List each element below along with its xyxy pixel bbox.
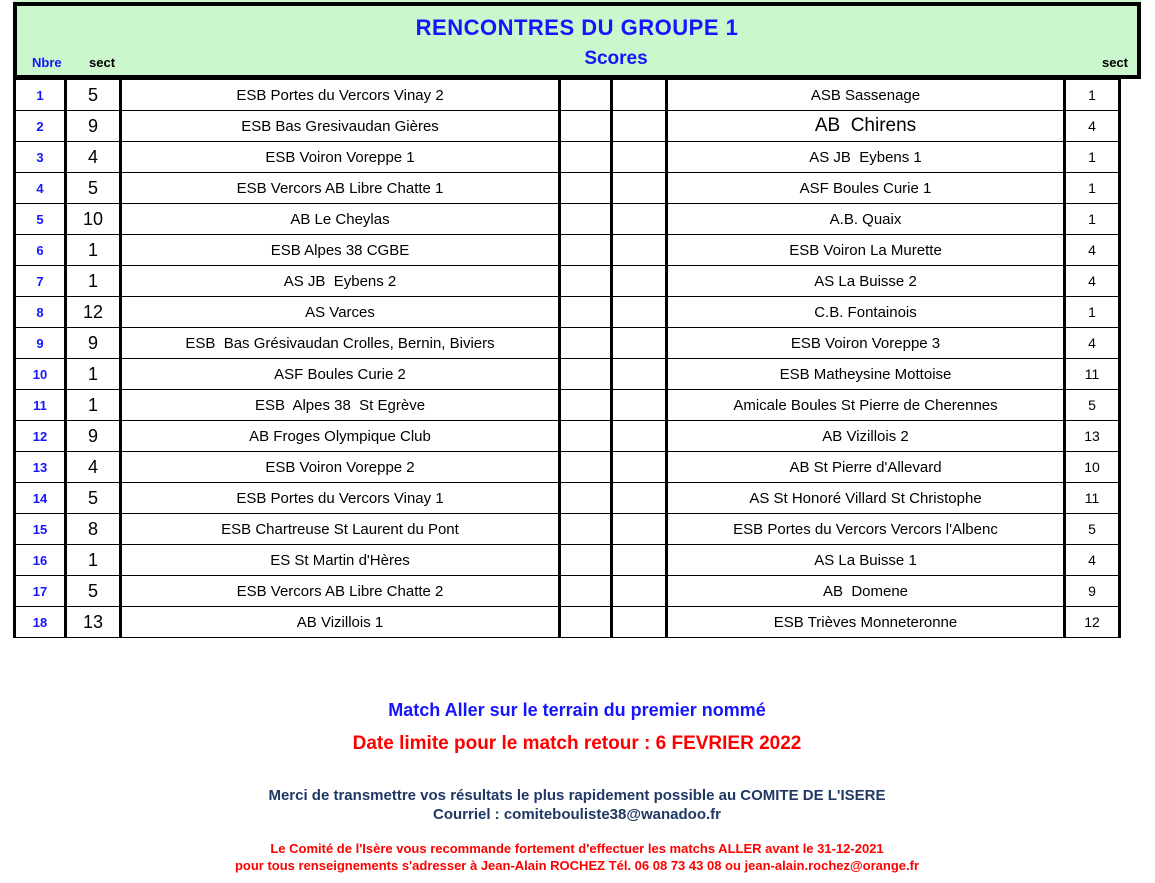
match-row	[15, 266, 1120, 297]
score-home-cell	[560, 359, 612, 390]
sect-home-cell: 5	[66, 80, 121, 111]
row-number-cell: 16	[15, 545, 66, 576]
row-number-cell: 5	[15, 204, 66, 235]
sect-home-cell: 1	[66, 390, 121, 421]
score-away-cell	[612, 483, 667, 514]
comite-recommendation-note: Le Comité de l'Isère vous recommande fortement d'effectuer les matchs ALLER avant le 31-12-2021	[270, 841, 884, 856]
sect-home-cell: 5	[66, 483, 121, 514]
column-header-nbre: Nbre	[32, 55, 62, 70]
score-home-cell	[560, 173, 612, 204]
home-team-cell: ESB Bas Gresivaudan Gières	[121, 111, 560, 142]
home-team-cell: ASF Boules Curie 2	[121, 359, 560, 390]
sect-away-cell: 5	[1065, 514, 1120, 545]
away-team-cell: ESB Trièves Monneteronne	[667, 607, 1065, 638]
home-team-cell: AB Le Cheylas	[121, 204, 560, 235]
score-away-cell	[612, 204, 667, 235]
score-away-cell	[612, 452, 667, 483]
score-away-cell	[612, 545, 667, 576]
score-away-cell	[612, 421, 667, 452]
sect-away-cell: 1	[1065, 204, 1120, 235]
score-home-cell	[560, 111, 612, 142]
home-team-cell: ESB Voiron Voreppe 1	[121, 142, 560, 173]
sect-home-cell: 4	[66, 142, 121, 173]
score-home-cell	[560, 514, 612, 545]
away-team-cell: AS La Buisse 1	[667, 545, 1065, 576]
home-team-cell: ESB Chartreuse St Laurent du Pont	[121, 514, 560, 545]
row-number-cell: 18	[15, 607, 66, 638]
score-home-cell	[560, 545, 612, 576]
match-row	[15, 452, 1120, 483]
score-home-cell	[560, 607, 612, 638]
score-home-cell	[560, 421, 612, 452]
match-row	[15, 235, 1120, 266]
away-team-cell: AB Chirens	[667, 111, 1065, 142]
away-team-cell: ASB Sassenage	[667, 80, 1065, 111]
home-team-cell: AS Varces	[121, 297, 560, 328]
home-team-cell: AB Vizillois 1	[121, 607, 560, 638]
sect-away-cell: 4	[1065, 328, 1120, 359]
sect-away-cell: 1	[1065, 142, 1120, 173]
sect-home-cell: 9	[66, 111, 121, 142]
sect-away-cell: 5	[1065, 390, 1120, 421]
courriel-note: Courriel : comitebouliste38@wanadoo.fr	[432, 806, 721, 823]
away-team-cell: ESB Voiron Voreppe 3	[667, 328, 1065, 359]
sect-away-cell: 11	[1065, 483, 1120, 514]
row-number-cell: 8	[15, 297, 66, 328]
row-number-cell: 9	[15, 328, 66, 359]
match-row	[15, 607, 1120, 638]
away-team-cell: ESB Matheysine Mottoise	[667, 359, 1065, 390]
row-number-cell: 1	[15, 80, 66, 111]
sect-home-cell: 4	[66, 452, 121, 483]
match-row	[15, 421, 1120, 452]
score-home-cell	[560, 235, 612, 266]
match-row	[15, 390, 1120, 421]
score-away-cell	[612, 173, 667, 204]
score-home-cell	[560, 204, 612, 235]
match-row	[15, 514, 1120, 545]
home-team-cell: ESB Portes du Vercors Vinay 2	[121, 80, 560, 111]
away-team-cell: ESB Voiron La Murette	[667, 235, 1065, 266]
away-team-cell: AB Vizillois 2	[667, 421, 1065, 452]
home-team-cell: ESB Voiron Voreppe 2	[121, 452, 560, 483]
table-header-band	[13, 2, 1141, 79]
sect-home-cell: 1	[66, 359, 121, 390]
sect-away-cell: 12	[1065, 607, 1120, 638]
home-team-cell: ESB Vercors AB Libre Chatte 2	[121, 576, 560, 607]
sect-home-cell: 1	[66, 545, 121, 576]
row-number-cell: 14	[15, 483, 66, 514]
match-aller-note: Match Aller sur le terrain du premier nommé	[388, 700, 766, 720]
match-row	[15, 483, 1120, 514]
sect-away-cell: 11	[1065, 359, 1120, 390]
home-team-cell: ESB Bas Grésivaudan Crolles, Bernin, Biviers	[121, 328, 560, 359]
row-number-cell: 2	[15, 111, 66, 142]
sect-home-cell: 9	[66, 421, 121, 452]
row-number-cell: 7	[15, 266, 66, 297]
date-limite-note: Date limite pour le match retour : 6 FEVRIER 2022	[352, 733, 802, 754]
score-home-cell	[560, 328, 612, 359]
row-number-cell: 11	[15, 390, 66, 421]
page-title: RENCONTRES DU GROUPE 1	[415, 15, 739, 40]
column-header-sect-right: sect	[1101, 55, 1128, 70]
row-number-cell: 12	[15, 421, 66, 452]
away-team-cell: ASF Boules Curie 1	[667, 173, 1065, 204]
match-row	[15, 173, 1120, 204]
score-away-cell	[612, 297, 667, 328]
match-row	[15, 204, 1120, 235]
sect-away-cell: 1	[1065, 173, 1120, 204]
score-home-cell	[560, 576, 612, 607]
sect-away-cell: 4	[1065, 235, 1120, 266]
score-away-cell	[612, 390, 667, 421]
row-number-cell: 4	[15, 173, 66, 204]
column-header-sect-left: sect	[89, 55, 116, 70]
away-team-cell: AB Domene	[667, 576, 1065, 607]
score-home-cell	[560, 452, 612, 483]
score-away-cell	[612, 607, 667, 638]
score-away-cell	[612, 111, 667, 142]
score-away-cell	[612, 142, 667, 173]
match-row	[15, 576, 1120, 607]
row-number-cell: 15	[15, 514, 66, 545]
match-row	[15, 80, 1120, 111]
matches-table	[13, 79, 1121, 638]
score-away-cell	[612, 514, 667, 545]
home-team-cell: ESB Portes du Vercors Vinay 1	[121, 483, 560, 514]
match-row	[15, 359, 1120, 390]
sect-home-cell: 1	[66, 235, 121, 266]
away-team-cell: AS JB Eybens 1	[667, 142, 1065, 173]
match-row	[15, 297, 1120, 328]
home-team-cell: ESB Alpes 38 CGBE	[121, 235, 560, 266]
sect-away-cell: 9	[1065, 576, 1120, 607]
sect-away-cell: 1	[1065, 297, 1120, 328]
sect-home-cell: 8	[66, 514, 121, 545]
home-team-cell: ESB Alpes 38 St Egrève	[121, 390, 560, 421]
row-number-cell: 17	[15, 576, 66, 607]
score-home-cell	[560, 80, 612, 111]
sect-away-cell: 13	[1065, 421, 1120, 452]
sect-home-cell: 5	[66, 576, 121, 607]
score-home-cell	[560, 297, 612, 328]
score-home-cell	[560, 390, 612, 421]
sect-home-cell: 1	[66, 266, 121, 297]
away-team-cell: C.B. Fontainois	[667, 297, 1065, 328]
match-row	[15, 111, 1120, 142]
sect-home-cell: 10	[66, 204, 121, 235]
contact-note: pour tous renseignements s'adresser à Jean-Alain ROCHEZ Tél. 06 08 73 43 08 ou jean-alain.rochez@orange.fr	[234, 858, 920, 873]
sect-home-cell: 12	[66, 297, 121, 328]
sect-away-cell: 4	[1065, 266, 1120, 297]
away-team-cell: AS St Honoré Villard St Christophe	[667, 483, 1065, 514]
away-team-cell: A.B. Quaix	[667, 204, 1065, 235]
away-team-cell: ESB Portes du Vercors Vercors l'Albenc	[667, 514, 1065, 545]
sect-home-cell: 9	[66, 328, 121, 359]
score-away-cell	[612, 235, 667, 266]
row-number-cell: 10	[15, 359, 66, 390]
sect-away-cell: 4	[1065, 111, 1120, 142]
match-row	[15, 328, 1120, 359]
match-row	[15, 545, 1120, 576]
away-team-cell: AS La Buisse 2	[667, 266, 1065, 297]
home-team-cell: ES St Martin d'Hères	[121, 545, 560, 576]
match-row	[15, 142, 1120, 173]
home-team-cell: ESB Vercors AB Libre Chatte 1	[121, 173, 560, 204]
away-team-cell: AB St Pierre d'Allevard	[667, 452, 1065, 483]
score-away-cell	[612, 80, 667, 111]
score-away-cell	[612, 328, 667, 359]
home-team-cell: AB Froges Olympique Club	[121, 421, 560, 452]
score-away-cell	[612, 576, 667, 607]
score-home-cell	[560, 483, 612, 514]
sect-home-cell: 13	[66, 607, 121, 638]
score-away-cell	[612, 266, 667, 297]
sect-away-cell: 1	[1065, 80, 1120, 111]
away-team-cell: Amicale Boules St Pierre de Cherennes	[667, 390, 1065, 421]
sect-home-cell: 5	[66, 173, 121, 204]
scores-heading: Scores	[584, 48, 648, 69]
score-home-cell	[560, 142, 612, 173]
score-home-cell	[560, 266, 612, 297]
home-team-cell: AS JB Eybens 2	[121, 266, 560, 297]
score-away-cell	[612, 359, 667, 390]
sect-away-cell: 4	[1065, 545, 1120, 576]
row-number-cell: 6	[15, 235, 66, 266]
row-number-cell: 13	[15, 452, 66, 483]
sect-away-cell: 10	[1065, 452, 1120, 483]
transmit-results-note: Merci de transmettre vos résultats le plus rapidement possible au COMITE DE L'ISERE	[268, 787, 886, 804]
row-number-cell: 3	[15, 142, 66, 173]
